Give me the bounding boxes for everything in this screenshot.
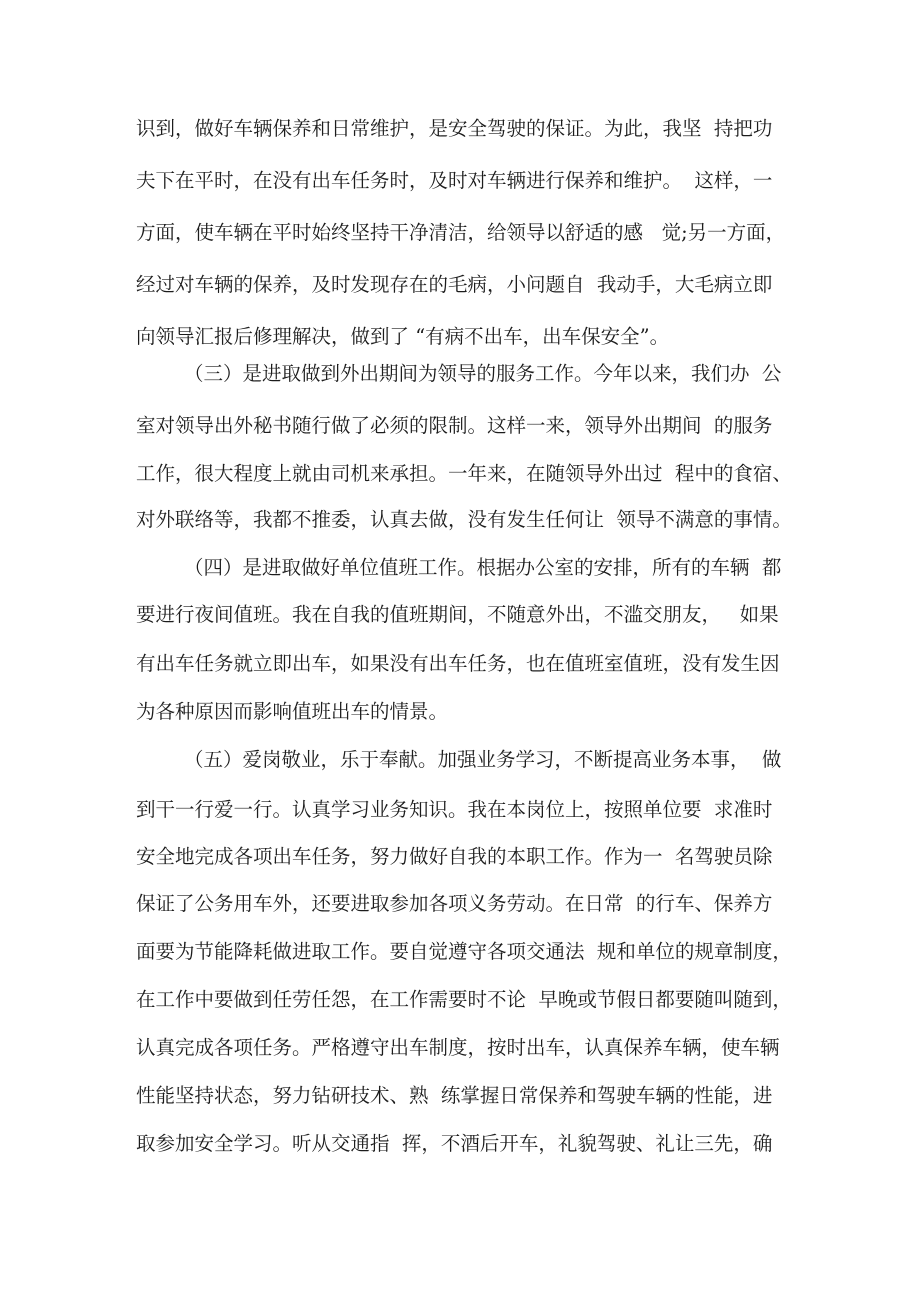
text-line: 安全地完成各项出车任务，努力做好自我的本职工作。作为一 名驾驶员除 <box>136 845 773 868</box>
paragraph-first-line: （三）是进取做到外出期间为领导的服务工作。今年以来，我们办 公 <box>184 362 782 385</box>
text-line: 有出车任务就立即出车，如果没有出车任务，也在值班室值班，没有发生因 <box>136 652 780 675</box>
text-line: 向领导汇报后修理解决，做到了 “有病不出车，出车保安全”。 <box>136 325 670 348</box>
text-line: 要进行夜间值班。我在自我的值班期间，不随意外出，不滥交朋友， 如果 <box>136 603 779 626</box>
text-line: 面要为节能降耗做进取工作。要自觉遵守各项交通法 规和单位的规章制度， <box>136 940 792 963</box>
text-line: 为各种原因而影响值班出车的情景。 <box>136 700 449 723</box>
text-line: 到干一行爱一行。认真学习业务知识。我在本岗位上，按照单位要 求准时 <box>136 798 773 821</box>
text-line: 对外联络等，我都不推委，认真去做，没有发生任何让 领导不满意的事情。 <box>136 508 792 531</box>
text-line: 方面，使车辆在平时始终坚持干净清洁，给领导以舒适的感 觉;另一方面， <box>136 221 786 244</box>
text-line: 识到，做好车辆保养和日常维护，是安全驾驶的保证。为此，我坚 持把功 <box>136 117 773 140</box>
text-line: 性能坚持状态，努力钻研技术、熟 练掌握日常保养和驾驶车辆的性能，进 <box>136 1084 773 1107</box>
text-line: 保证了公务用车外，还要进取参加各项义务劳动。在日常 的行车、保养方 <box>136 892 773 915</box>
text-line: 室对领导出外秘书随行做了必须的限制。这样一来，领导外出期间 的服务 <box>136 414 773 437</box>
text-line: 夫下在平时，在没有出车任务时，及时对车辆进行保养和维护。 这样，一 <box>136 169 773 192</box>
text-line: 取参加安全学习。听从交通指 挥，不酒后开车，礼貌驾驶、礼让三先，确 <box>136 1132 773 1155</box>
text-line: 经过对车辆的保养，及时发现存在的毛病，小问题自 我动手，大毛病立即 <box>136 273 773 296</box>
paragraph-first-line: （四）是进取做好单位值班工作。根据办公室的安排，所有的车辆 都 <box>184 556 782 579</box>
text-line: 在工作中要做到任劳任怨，在工作需要时不论 早晚或节假日都要随叫随到， <box>136 988 792 1011</box>
text-line: 认真完成各项任务。严格遵守出车制度，按时出车，认真保养车辆，使车辆 <box>136 1036 780 1059</box>
paragraph-first-line: （五）爱岗敬业，乐于奉献。加强业务学习，不断提高业务本事， 做 <box>184 748 782 771</box>
text-line: 工作，很大程度上就由司机来承担。一年来，在随领导外出过 程中的食宿、 <box>136 462 792 485</box>
